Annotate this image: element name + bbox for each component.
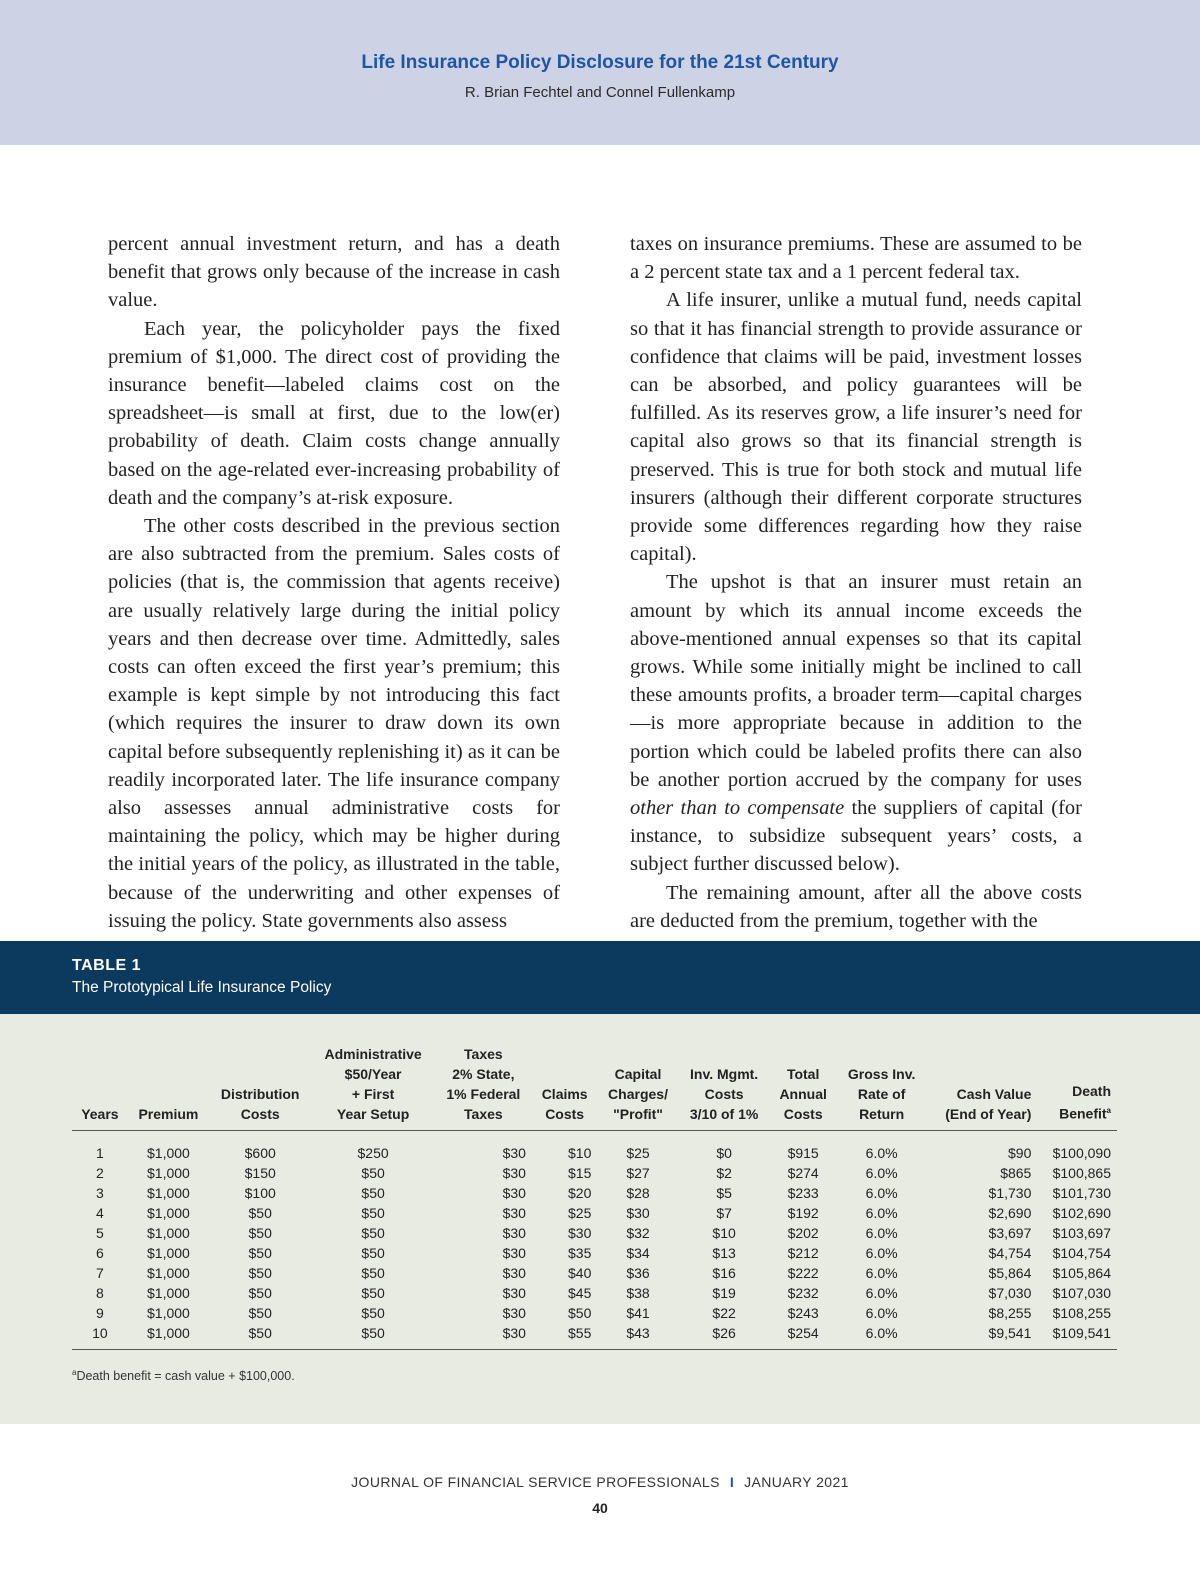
cell-distribution-costs: $50	[248, 1225, 272, 1241]
cell-capital-charges: $30	[626, 1205, 650, 1221]
cell-taxes: $30	[435, 1323, 532, 1350]
cell-premium: $1,000	[128, 1323, 209, 1350]
header-line: Charges/	[608, 1086, 668, 1102]
cell-taxes: $30	[502, 1245, 526, 1261]
page-footer	[0, 1474, 1200, 1516]
cell-years: 10	[72, 1323, 128, 1350]
cell-total-annual-costs: $915	[787, 1145, 819, 1161]
cell-premium: $1,000	[147, 1205, 190, 1221]
table-row	[72, 1283, 1117, 1303]
header-line: Costs	[704, 1086, 744, 1102]
cell-years: 9	[95, 1305, 104, 1321]
column-header-premium	[128, 1044, 209, 1131]
cell-taxes: $30	[502, 1285, 526, 1301]
cell-claims-costs: $25	[568, 1205, 592, 1221]
cell-death-benefit: $100,865	[1052, 1165, 1111, 1181]
footnote-text: Death benefit = cash value + $100,000.	[76, 1369, 295, 1384]
issue-date: JANUARY 2021	[744, 1474, 849, 1490]
cell-total-annual-costs: $274	[787, 1165, 819, 1181]
cell-capital-charges: $27	[626, 1165, 650, 1181]
column-header-inv-mgmt-costs	[679, 1044, 770, 1131]
header-line: 3/10 of 1%	[689, 1106, 759, 1122]
cell-administrative: $50	[361, 1165, 385, 1181]
cell-premium: $1,000	[147, 1305, 190, 1321]
header-line: Total	[786, 1066, 820, 1082]
column-header-cash-value	[927, 1044, 1038, 1131]
table-panel	[0, 1014, 1200, 1424]
footnote-marker: a	[1106, 1106, 1111, 1116]
table-row	[72, 1203, 1117, 1223]
header-line: 1% Federal	[446, 1086, 521, 1102]
header-line: Rate of	[857, 1086, 906, 1102]
header-line: Year Setup	[336, 1106, 410, 1122]
cell-cash-value: $865	[1000, 1165, 1032, 1181]
cell-death-benefit: $105,864	[1052, 1265, 1111, 1281]
header-line: Premium	[138, 1106, 199, 1122]
cell-taxes: $30	[502, 1265, 526, 1281]
paragraph-text: the suppliers of capital (for instance, to subsidize subsequent years’ costs, a subject further discussed below).	[630, 797, 1082, 876]
column-header-distribution-costs	[209, 1044, 311, 1131]
cell-distribution-costs: $50	[248, 1305, 272, 1321]
cell-taxes: $30	[502, 1205, 526, 1221]
cell-cash-value: $8,255	[988, 1305, 1032, 1321]
cell-inv-mgmt-costs: $10	[712, 1225, 736, 1241]
column-header-death-benefit	[1037, 1044, 1117, 1131]
cell-cash-value: $2,690	[988, 1205, 1032, 1221]
cell-administrative: $50	[361, 1265, 385, 1281]
cell-claims-costs: $20	[568, 1185, 592, 1201]
cell-inv-mgmt-costs: $22	[712, 1305, 736, 1321]
cell-cash-value: $9,541	[927, 1323, 1038, 1350]
cell-claims-costs: $40	[568, 1265, 592, 1281]
cell-administrative: $50	[361, 1305, 385, 1321]
cell-premium: $1,000	[147, 1145, 190, 1161]
cell-taxes: $30	[502, 1305, 526, 1321]
table-title-band	[0, 941, 1200, 1014]
column-header-claims-costs	[532, 1044, 597, 1131]
cell-cash-value: $90	[1008, 1145, 1032, 1161]
cell-distribution-costs: $150	[244, 1165, 276, 1181]
header-line: Inv. Mgmt.	[690, 1066, 759, 1082]
cell-claims-costs: $35	[568, 1245, 592, 1261]
table-row	[72, 1243, 1117, 1263]
cell-years: 5	[95, 1225, 104, 1241]
cell-gross-inv-return: 6.0%	[865, 1265, 898, 1281]
cell-death-benefit: $103,697	[1052, 1225, 1111, 1241]
cell-years: 1	[95, 1145, 104, 1161]
cell-total-annual-costs: $254	[770, 1323, 837, 1350]
cell-distribution-costs: $600	[244, 1145, 276, 1161]
cell-capital-charges: $41	[626, 1305, 650, 1321]
cell-premium: $1,000	[147, 1185, 190, 1201]
footer-separator: I	[729, 1474, 735, 1490]
paragraph: taxes on insurance premiums. These are assumed to be a 2 percent state tax and a 1 percent federal tax.	[630, 233, 1082, 284]
table-header-row	[72, 1044, 1117, 1131]
cell-distribution-costs: $50	[248, 1265, 272, 1281]
cell-capital-charges: $34	[626, 1245, 650, 1261]
cell-premium: $1,000	[147, 1245, 190, 1261]
cell-gross-inv-return: 6.0%	[865, 1305, 898, 1321]
cell-death-benefit: $101,730	[1052, 1185, 1111, 1201]
cell-distribution-costs: $100	[244, 1185, 276, 1201]
cell-gross-inv-return: 6.0%	[865, 1245, 898, 1261]
cell-administrative: $50	[361, 1205, 385, 1221]
cell-claims-costs: $30	[568, 1225, 592, 1241]
cell-inv-mgmt-costs: $2	[716, 1165, 732, 1181]
header-line: Years	[81, 1106, 119, 1122]
header-line: (End of Year)	[945, 1106, 1032, 1122]
cell-cash-value: $1,730	[988, 1185, 1032, 1201]
cell-gross-inv-return: 6.0%	[865, 1285, 898, 1301]
cell-gross-inv-return: 6.0%	[865, 1225, 898, 1241]
cell-death-benefit: $100,090	[1052, 1145, 1111, 1161]
cell-total-annual-costs: $232	[787, 1285, 819, 1301]
cell-gross-inv-return: 6.0%	[865, 1165, 898, 1181]
cell-administrative: $50	[311, 1323, 434, 1350]
cell-inv-mgmt-costs: $16	[712, 1265, 736, 1281]
cell-capital-charges: $32	[626, 1225, 650, 1241]
cell-capital-charges: $36	[626, 1265, 650, 1281]
paragraph: A life insurer, unlike a mutual fund, needs capital so that it has financial strength to provide assurance or confidence that claims will be paid, investment losses can be absorbed, and policy guarantees will be fulfilled. As its reserves grow, a life insurer’s need for capital also grows so that its financial strength is preserved. This is true for both stock and mutual life insurers (although their different corporate structures provide some differences regarding how they raise capital).	[630, 289, 1082, 566]
header-line: Taxes	[464, 1046, 503, 1062]
column-header-capital-charges	[597, 1044, 678, 1131]
column-header-years	[72, 1044, 128, 1131]
table-footnote	[72, 1368, 295, 1383]
header-line: Benefit$^a$	[1059, 1106, 1111, 1122]
cell-administrative: $50	[361, 1285, 385, 1301]
header-line: Distribution	[220, 1086, 300, 1102]
cell-gross-inv-return: 6.0%	[865, 1185, 898, 1201]
cell-capital-charges: $43	[597, 1323, 678, 1350]
cell-inv-mgmt-costs: $7	[716, 1205, 732, 1221]
cell-total-annual-costs: $192	[787, 1205, 819, 1221]
cell-administrative: $50	[361, 1245, 385, 1261]
cell-death-benefit: $107,030	[1052, 1285, 1111, 1301]
footer-line	[0, 1474, 1200, 1490]
header-line: Gross Inv.	[847, 1066, 916, 1082]
header-line: Costs	[783, 1106, 823, 1122]
cell-death-benefit: $104,754	[1052, 1245, 1111, 1261]
header-line: Return	[859, 1106, 905, 1122]
cell-cash-value: $5,864	[988, 1265, 1032, 1281]
cell-premium: $1,000	[147, 1265, 190, 1281]
cell-premium: $1,000	[147, 1225, 190, 1241]
cell-total-annual-costs: $202	[787, 1225, 819, 1241]
cell-gross-inv-return: 6.0%	[865, 1205, 898, 1221]
table-label: TABLE 1	[72, 957, 141, 974]
paragraph: The remaining amount, after all the above costs are deducted from the premium, together with the	[630, 881, 1082, 932]
table-row	[72, 1183, 1117, 1203]
cell-taxes: $30	[502, 1185, 526, 1201]
cell-administrative: $50	[361, 1185, 385, 1201]
cell-death-benefit: $102,690	[1052, 1205, 1111, 1221]
column-header-administrative	[311, 1044, 434, 1131]
cell-capital-charges: $28	[626, 1185, 650, 1201]
cell-capital-charges: $25	[626, 1145, 650, 1161]
cell-years: 8	[95, 1285, 104, 1301]
header-line: Capital	[614, 1066, 662, 1082]
body-column-left	[108, 230, 560, 935]
column-header-gross-inv-return	[837, 1044, 927, 1131]
cell-death-benefit: $109,541	[1037, 1323, 1117, 1350]
cell-inv-mgmt-costs: $26	[679, 1323, 770, 1350]
body-column-right	[630, 230, 1082, 935]
cell-total-annual-costs: $212	[787, 1245, 819, 1261]
paragraph: percent annual investment return, and has a death benefit that grows only because of the increase in cash value.	[108, 233, 560, 312]
header-line: Annual	[779, 1086, 827, 1102]
cell-gross-inv-return: 6.0%	[865, 1145, 898, 1161]
journal-name: JOURNAL OF FINANCIAL SERVICE PROFESSIONALS	[351, 1474, 720, 1490]
cell-taxes: $30	[502, 1225, 526, 1241]
cell-years: 7	[95, 1265, 104, 1281]
cell-administrative: $250	[357, 1145, 389, 1161]
cell-inv-mgmt-costs: $19	[712, 1285, 736, 1301]
table-row	[72, 1131, 1117, 1164]
cell-gross-inv-return: 6.0%	[837, 1323, 927, 1350]
cell-cash-value: $3,697	[988, 1225, 1032, 1241]
cell-death-benefit: $108,255	[1052, 1305, 1111, 1321]
cell-distribution-costs: $50	[248, 1205, 272, 1221]
cell-years: 2	[95, 1165, 104, 1181]
table-row	[72, 1303, 1117, 1323]
header-line: 2% State,	[452, 1066, 515, 1082]
running-header	[0, 0, 1200, 145]
cell-claims-costs: $10	[568, 1145, 592, 1161]
cell-cash-value: $4,754	[988, 1245, 1032, 1261]
cell-total-annual-costs: $233	[787, 1185, 819, 1201]
cell-years: 4	[95, 1205, 104, 1221]
policy-table	[72, 1044, 1117, 1350]
cell-claims-costs: $45	[568, 1285, 592, 1301]
article-authors: R. Brian Fechtel and Connel Fullenkamp	[464, 84, 736, 101]
cell-total-annual-costs: $222	[787, 1265, 819, 1281]
emphasized-text: other than to compensate	[630, 797, 845, 820]
header-line: Costs	[545, 1106, 585, 1122]
table-body	[72, 1131, 1117, 1350]
column-header-taxes	[435, 1044, 532, 1131]
header-line: Costs	[240, 1106, 280, 1122]
cell-premium: $1,000	[147, 1165, 190, 1181]
paragraph	[630, 568, 1082, 878]
header-line: "Profit"	[613, 1106, 663, 1122]
header-line: Cash Value	[956, 1086, 1032, 1102]
table-row	[72, 1163, 1117, 1183]
footnote-marker: a	[72, 1368, 77, 1377]
cell-inv-mgmt-costs: $0	[716, 1145, 732, 1161]
header-line: Taxes	[464, 1106, 503, 1122]
cell-inv-mgmt-costs: $5	[716, 1185, 732, 1201]
cell-administrative: $50	[361, 1225, 385, 1241]
cell-inv-mgmt-costs: $13	[712, 1245, 736, 1261]
header-line: Claims	[541, 1086, 588, 1102]
paragraph: Each year, the policyholder pays the fixed premium of $1,000. The direct cost of providing the insurance benefit—labeled claims cost on the spreadsheet—is small at first, due to the low(er) probability of death. Claim costs change annually based on the age-related ever-increasing probability of death and the company’s at-risk exposure.	[108, 317, 560, 509]
header-line: $50/Year	[344, 1066, 402, 1082]
cell-years: 3	[95, 1185, 104, 1201]
table-row	[72, 1263, 1117, 1283]
table-row	[72, 1223, 1117, 1243]
column-header-total-annual-costs	[770, 1044, 837, 1131]
header-line: Administrative	[324, 1046, 422, 1062]
table-row	[72, 1323, 1117, 1350]
page-number: 40	[592, 1500, 608, 1516]
cell-claims-costs: $50	[568, 1305, 592, 1321]
cell-total-annual-costs: $243	[787, 1305, 819, 1321]
cell-taxes: $30	[502, 1145, 526, 1161]
table-caption: The Prototypical Life Insurance Policy	[72, 979, 332, 996]
cell-taxes: $30	[502, 1165, 526, 1181]
cell-distribution-costs: $50	[248, 1285, 272, 1301]
cell-premium: $1,000	[147, 1285, 190, 1301]
cell-distribution-costs: $50	[209, 1323, 311, 1350]
article-title: Life Insurance Policy Disclosure for the 21st Century	[361, 52, 839, 73]
paragraph-text: The upshot is that an insurer must retain an amount by which its annual income exceeds the above-mentioned annual expenses so that its capital grows. While some initially might be inclined to call these amounts profits, a broader term—capital charges—is more appropriate because in addition to the portion which could be labeled profits there can also be another portion accrued by the company for uses	[630, 571, 1082, 791]
cell-claims-costs: $55	[532, 1323, 597, 1350]
header-line: + First	[351, 1086, 395, 1102]
cell-capital-charges: $38	[626, 1285, 650, 1301]
paragraph: The other costs described in the previous section are also subtracted from the premium. Sales costs of policies (that is, the commission that agents receive) are usually relatively large during the initial policy years and then decrease over time. Admittedly, sales costs can often exceed the first year’s premium; this example is kept simple by not introducing this fact (which requires the insurer to draw down its own capital before subsequently replenishing it) as it can be readily incorporated later. The life insurance company also assesses annual administrative costs for maintaining the policy, which may be higher during the initial years of the policy, as illustrated in the table, because of the underwriting and other expenses of issuing the policy. State governments also assess	[108, 515, 560, 932]
cell-cash-value: $7,030	[988, 1285, 1032, 1301]
cell-years: 6	[95, 1245, 104, 1261]
header-line: Death	[1072, 1083, 1111, 1100]
cell-distribution-costs: $50	[248, 1245, 272, 1261]
cell-claims-costs: $15	[568, 1165, 592, 1181]
